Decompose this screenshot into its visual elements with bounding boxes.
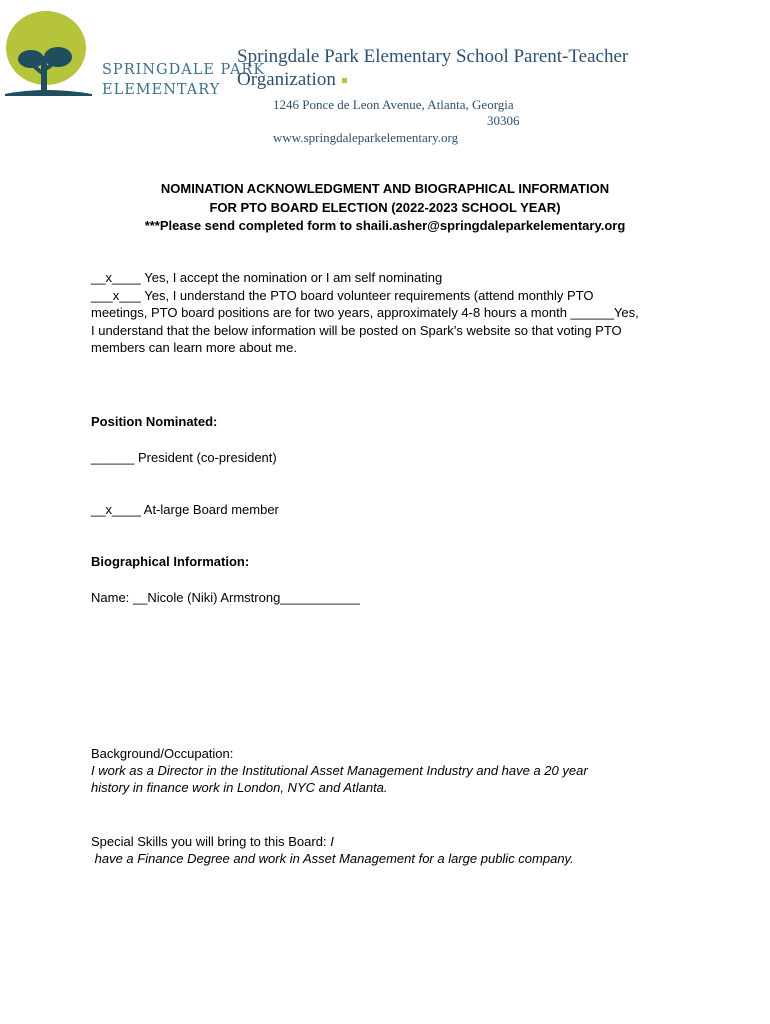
ack-text-line3: meetings, PTO board positions are for two years, approximately 4-8 hours a month ______Yes, [91, 305, 639, 320]
website-link[interactable]: www.springdaleparkelementary.org [273, 130, 459, 145]
skills-label: Special Skills you will bring to this Board: [91, 834, 327, 849]
background-line2: history in finance work in London, NYC and Atlanta. [91, 780, 388, 795]
position-label: Position Nominated: [91, 414, 218, 429]
skills-field [91, 833, 334, 851]
logo-text-line2: ELEMENTARY [102, 82, 221, 98]
address-zip: 30306 [487, 113, 520, 128]
ack-text-line5: members can learn more about me. [91, 340, 297, 355]
ack-text-line4: I understand that the below information will be posted on Spark’s website so that voting PTO [91, 322, 622, 338]
position-president: ______ President (co-president) [91, 450, 277, 465]
decorative-dot-icon [342, 78, 347, 83]
title-instructions: ***Please send completed form to shaili.asher@springdaleparkelementary.org [144, 218, 626, 233]
logo-text-line1: SPRINGDALE PARK [102, 62, 266, 78]
bio-label: Biographical Information: [91, 554, 250, 569]
address-line: 1246 Ponce de Leon Avenue, Atlanta, Georgia [273, 97, 514, 112]
school-logo [0, 4, 266, 100]
name-field [91, 589, 360, 607]
background-line1: I work as a Director in the Institutional Asset Management Industry and have a 20 year [91, 763, 588, 778]
acknowledgments [91, 269, 639, 357]
skills-line1: I [330, 834, 334, 849]
form-title [90, 180, 680, 236]
title-line1: NOMINATION ACKNOWLEDGMENT AND BIOGRAPHICAL INFORMATION [160, 181, 610, 196]
skills-line2: have a Finance Degree and work in Asset Management for a large public company. [91, 851, 574, 866]
ack-accept-nomination: __x____ Yes, I accept the nomination or I am self nominating [91, 270, 443, 285]
name-value: __Nicole (Niki) Armstrong___________ [132, 590, 360, 605]
name-label: Name: [91, 590, 130, 605]
title-line2: FOR PTO BOARD ELECTION (2022-2023 SCHOOL YEAR) [209, 199, 561, 215]
background-label: Background/Occupation: [91, 746, 234, 761]
ack-volunteer-requirements: ___x___ Yes, I understand the PTO board volunteer requirements (attend monthly PTO [91, 287, 594, 303]
org-title: Springdale Park Elementary School Parent-Teacher Organization [237, 46, 629, 90]
position-at-large: __x____ At-large Board member [91, 502, 279, 517]
